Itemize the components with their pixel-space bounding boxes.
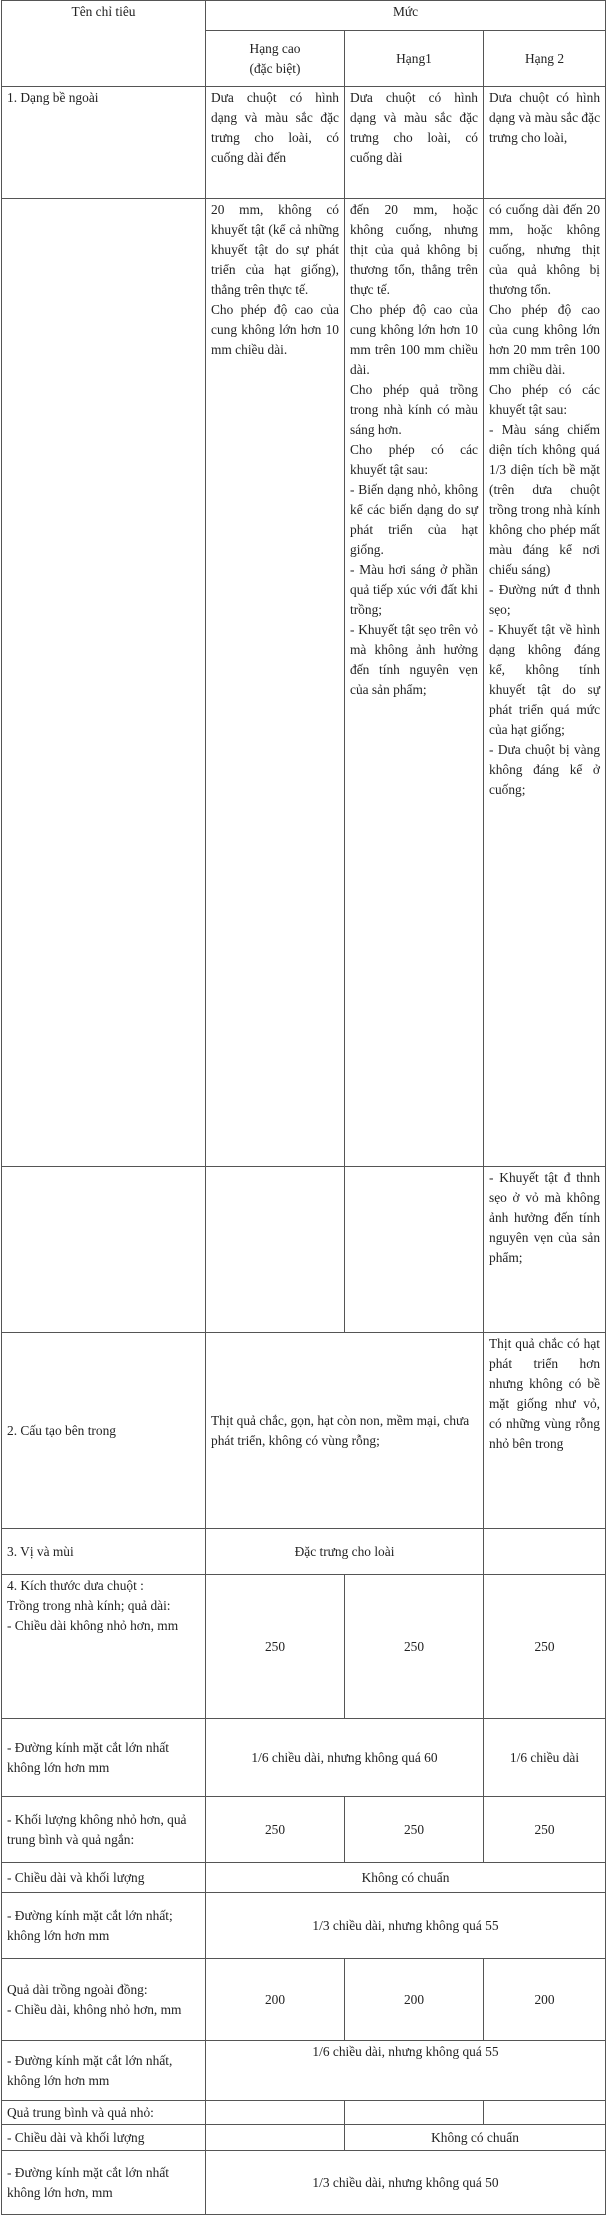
internal-grade2: Thịt quả chắc có hạt phát triển hơn nhưng không có bề mặt giống như vỏ, có những vùng rỗng nhỏ bên trong	[484, 1333, 606, 1529]
header-grade-special: Hạng cao (đặc biệt)	[206, 31, 345, 87]
internal-special-grade1: Thịt quả chắc, gọn, hạt còn non, mềm mại, chưa phát triển, không có vùng rỗng;	[206, 1333, 484, 1529]
small-lenmass-special-empty	[206, 2125, 345, 2151]
appearance-grade1-part1: Dưa chuột có hình dạng và màu sắc đặc trưng cho loài, có cuống dài	[345, 87, 484, 199]
row-appearance-end-special	[206, 1167, 345, 1333]
appearance-special-part2	[206, 199, 345, 1167]
taste-grade2-empty	[484, 1529, 606, 1575]
size-length-special: 250	[206, 1575, 345, 1719]
header-criteria: Tên chỉ tiêu	[2, 1, 206, 87]
field-diameter-value: 1/6 chiều dài, nhưng không quá 55	[206, 2041, 606, 2101]
size-mass-special: 250	[206, 1797, 345, 1863]
appearance-special-text-b: 20 mm, không có khuyết tật (kể cả những khuyết tật do sự phát triển của hạt giống), thẳng trên thực tế.	[211, 202, 339, 297]
appearance-g1-text-g: - Màu hơi sáng ở phần quả tiếp xúc với đất khi trồng;	[350, 562, 478, 617]
appearance-g2-text-b: có cuống dài đến 20 mm, hoặc không cuống, nhưng thịt của quả không bị thương tổn.	[489, 202, 601, 297]
row-appearance-name: 1. Dạng bề ngoài	[2, 87, 206, 199]
row-appearance-continued	[2, 199, 206, 1167]
size-mass-grade1: 250	[345, 1797, 484, 1863]
row-size-lenmass-name: - Chiều dài và khối lượng	[2, 1863, 206, 1893]
row-small-diameter-name: - Đường kính mặt cắt lớn nhất không lớn hơn, mm	[2, 2151, 206, 2215]
small-special-empty	[206, 2101, 345, 2125]
size-length-label: - Chiều dài không nhỏ hơn, mm	[7, 1618, 179, 1633]
appearance-grade2-part1: Dưa chuột có hình dạng và màu sắc đặc trưng cho loài,	[484, 87, 606, 199]
header-level: Mức	[206, 1, 606, 31]
size-length-grade2: 250	[484, 1575, 606, 1719]
size-diameter-grade2: 1/6 chiều dài	[484, 1719, 606, 1797]
row-internal-name: 2. Cấu tạo bên trong	[2, 1333, 206, 1529]
row-small-lenmass-name: - Chiều dài và khối lượng	[2, 2125, 206, 2151]
appearance-g1-text-f: - Biến dạng nhỏ, không kể các biến dạng do sự phát triển của hạt giống.	[350, 482, 478, 557]
row-taste-name: 3. Vị và mùi	[2, 1529, 206, 1575]
field-length-label: - Chiều dài, không nhỏ hơn, mm	[7, 2001, 182, 2017]
row-size-length-name	[2, 1575, 206, 1719]
cucumber-quality-table	[1, 0, 606, 2215]
header-grade-2: Hạng 2	[484, 31, 606, 87]
appearance-grade2-part3: - Khuyết tật đ thnh sẹo ở vỏ mà không ảnh hưởng đến tính nguyên vẹn của sản phẩm;	[484, 1167, 606, 1333]
appearance-special-part1: Dưa chuột có hình dạng và màu sắc đặc trưng cho loài, có cuống dài đến	[206, 87, 345, 199]
size-length-grade1: 250	[345, 1575, 484, 1719]
appearance-g2-text-f: - Đường nứt đ thnh sẹo;	[489, 582, 601, 617]
row-appearance-end-name	[2, 1167, 206, 1333]
appearance-g1-text-e: Cho phép có các khuyết tật sau:	[350, 442, 478, 477]
appearance-g1-text-b: đến 20 mm, hoặc không cuống, nhưng thịt của quả không bị thương tổn, thẳng trên thực tế.	[350, 202, 478, 297]
small-diameter-value: 1/3 chiều dài, nhưng không quá 50	[206, 2151, 606, 2215]
taste-value: Đặc trưng cho loài	[206, 1529, 484, 1575]
row-small-name: Quả trung bình và quả nhỏ:	[2, 2101, 206, 2125]
row-size-diameter2-name: - Đường kính mặt cắt lớn nhất; không lớn hơn mm	[2, 1893, 206, 1959]
size-diameter-special-grade1: 1/6 chiều dài, nhưng không quá 60	[206, 1719, 484, 1797]
size-diameter2-value: 1/3 chiều dài, nhưng không quá 55	[206, 1893, 606, 1959]
row-field-length-name	[2, 1959, 206, 2041]
appearance-g2-text-g: - Khuyết tật về hình dạng không đáng kể, không tính khuyết tật do sự phát triển quá mức của hạt giống;	[489, 622, 601, 737]
field-length-grade2: 200	[484, 1959, 606, 2041]
appearance-grade1-part2	[345, 199, 484, 1167]
appearance-grade2-part2	[484, 199, 606, 1167]
row-field-diameter-name: - Đường kính mặt cắt lớn nhất, không lớn hơn mm	[2, 2041, 206, 2101]
appearance-g1-text-h: - Khuyết tật sẹo trên vỏ mà không ảnh hưởng đến tính nguyên vẹn của sản phẩm;	[350, 622, 478, 697]
appearance-g1-text-c: Cho phép độ cao của cung không lớn hơn 10 mm trên 100 mm chiều dài.	[350, 302, 478, 377]
small-grade2-empty	[484, 2101, 606, 2125]
size-title: 4. Kích thước dưa chuột :	[7, 1578, 144, 1593]
header-grade-1: Hạng1	[345, 31, 484, 87]
appearance-special-text-c: Cho phép độ cao của cung không lớn hơn 10 mm chiều dài.	[211, 302, 339, 357]
appearance-g2-text-e: - Màu sáng chiếm diện tích không quá 1/3 diện tích bề mặt (trên dưa chuột trồng trong nhà kính không cho phép mất màu đáng kể nơi chiếu sáng)	[489, 422, 601, 577]
appearance-g2-text-c: Cho phép độ cao của cung không lớn hơn 20 mm trên 100 mm chiều dài.	[489, 302, 601, 377]
size-mass-grade2: 250	[484, 1797, 606, 1863]
field-length-grade1: 200	[345, 1959, 484, 2041]
field-title: Quả dài trồng ngoài đồng:	[7, 1981, 148, 1997]
size-greenhouse-long: Trồng trong nhà kính; quả dài:	[7, 1598, 171, 1613]
field-length-special: 200	[206, 1959, 345, 2041]
appearance-g2-text-d: Cho phép có các khuyết tật sau:	[489, 382, 601, 417]
row-size-diameter-name: - Đường kính mặt cắt lớn nhất không lớn hơn mm	[2, 1719, 206, 1797]
size-lenmass-value: Không có chuẩn	[206, 1863, 606, 1893]
appearance-g1-text-d: Cho phép quả trồng trong nhà kính có màu sáng hơn.	[350, 382, 478, 437]
row-appearance-end-grade1	[345, 1167, 484, 1333]
row-size-mass-name: - Khối lượng không nhỏ hơn, quả trung bình và quả ngắn:	[2, 1797, 206, 1863]
appearance-g2-text-h: - Dưa chuột bị vàng không đáng kể ở cuống;	[489, 742, 601, 797]
small-grade1-empty	[345, 2101, 484, 2125]
small-lenmass-value: Không có chuẩn	[345, 2125, 606, 2151]
